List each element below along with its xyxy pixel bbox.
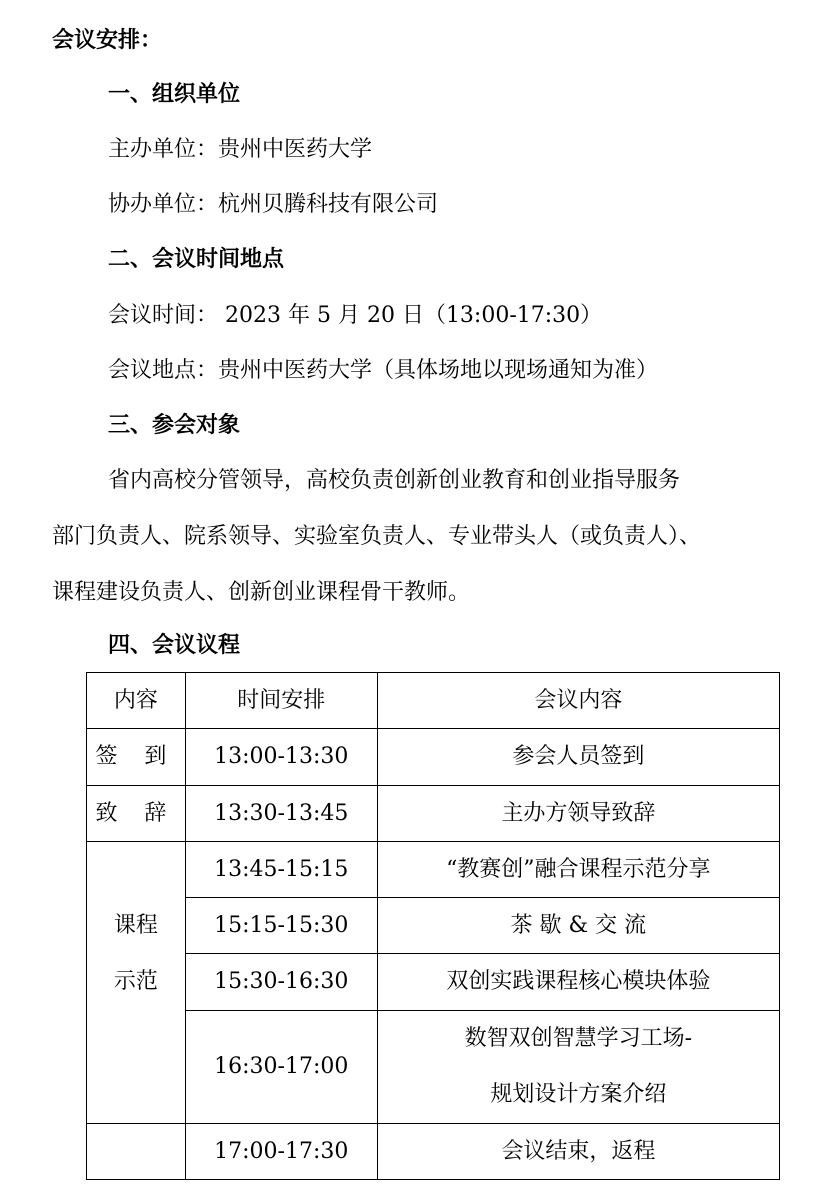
co-host-line: 协办单位：杭州贝腾科技有限公司 — [108, 192, 439, 217]
row-content: 会议结束，返程 — [377, 1124, 779, 1180]
row-content-line-1: 数智双创智慧学习工场- — [464, 1026, 693, 1051]
agenda-table — [86, 672, 780, 1180]
table-row — [87, 954, 780, 1011]
meeting-place-line: 会议地点：贵州中医药大学（具体场地以现场通知为准） — [108, 358, 659, 383]
table-row — [87, 842, 780, 898]
section-4-title: 四、会议议程 — [108, 633, 241, 658]
page-heading: 会议安排： — [52, 28, 163, 53]
row-content: 双创实践课程核心模块体验 — [377, 954, 779, 1011]
row-time: 13:00-13:30 — [185, 729, 377, 786]
row-time: 16:30-17:00 — [185, 1011, 377, 1124]
row-content: 茶 歇 & 交 流 — [377, 898, 779, 954]
table-row — [87, 898, 780, 954]
row-content: “教赛创”融合课程示范分享 — [377, 842, 779, 898]
meeting-time-line: 会议时间： 2023 年 5 月 20 日（13:00-17:30） — [108, 303, 603, 328]
header-time: 时间安排 — [185, 673, 377, 729]
section-2-title: 二、会议时间地点 — [108, 247, 285, 272]
participants-paragraph — [52, 453, 792, 621]
row-time: 15:15-15:30 — [185, 898, 377, 954]
row-content-line-2: 规划设计方案介绍 — [490, 1082, 667, 1107]
header-content: 会议内容 — [377, 673, 779, 729]
table-header-row — [87, 673, 780, 729]
table-row — [87, 786, 780, 842]
row-time: 13:30-13:45 — [185, 786, 377, 842]
row-item — [87, 1124, 186, 1180]
row-item-merged — [87, 842, 186, 1124]
host-line: 主办单位：贵州中医药大学 — [108, 137, 373, 162]
table-row — [87, 1011, 780, 1124]
section-3-title: 三、参会对象 — [108, 413, 241, 438]
row-time: 15:30-16:30 — [185, 954, 377, 1011]
participants-line-1: 省内高校分管领导，高校负责创新创业教育和创业指导服务 — [108, 468, 681, 493]
row-item: 致 辞 — [87, 786, 186, 842]
row-time: 17:00-17:30 — [185, 1124, 377, 1180]
row-item-line-2: 示范 — [113, 969, 158, 994]
participants-line-3: 课程建设负责人、创新创业课程骨干教师。 — [52, 580, 471, 605]
row-item-line-1: 课程 — [113, 913, 158, 938]
row-content: 主办方领导致辞 — [377, 786, 779, 842]
participants-line-2: 部门负责人、院系领导、实验室负责人、专业带头人（或负责人）、 — [52, 524, 702, 549]
row-time: 13:45-15:15 — [185, 842, 377, 898]
header-item: 内容 — [87, 673, 186, 729]
row-item: 签 到 — [87, 729, 186, 786]
table-row — [87, 729, 780, 786]
row-content — [377, 1011, 779, 1124]
section-1-title: 一、组织单位 — [108, 82, 241, 107]
table-row — [87, 1124, 780, 1180]
row-content: 参会人员签到 — [377, 729, 779, 786]
